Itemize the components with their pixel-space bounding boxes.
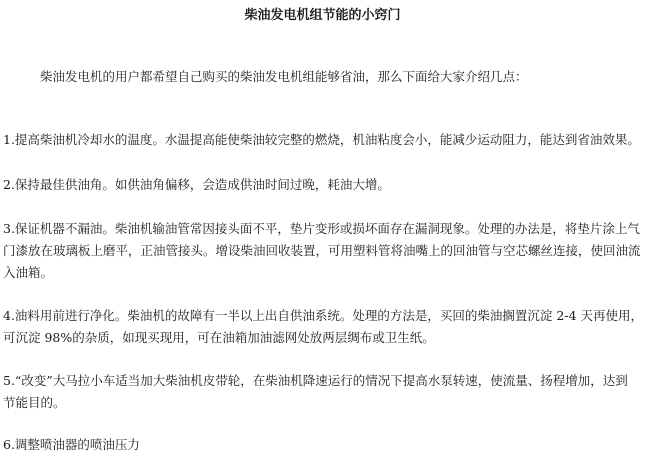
list-item-2-line-1: 2.保持最佳供油角。如供油角偏移，会造成供油时间过晚，耗油大增。: [3, 177, 390, 192]
list-item-2: [3, 174, 390, 196]
list-item-4-line-1: 4.油料用前进行净化。柴油机的故障有一半以上出自供油系统。处理的方法是，买回的柴油搁置沉淀 2-4 天再使用，: [3, 308, 644, 323]
list-item-1: [3, 129, 640, 151]
list-item-3-line-1: 3.保证机器不漏油。柴油机输油管常因接头面不平，垫片变形或损坏面存在漏洞现象。处理的办法是，将垫片涂上气: [3, 221, 640, 236]
list-item-5: [3, 370, 628, 414]
list-item-6: [3, 434, 140, 456]
list-item-1-line-1: 1.提高柴油机冷却水的温度。水温提高能使柴油较完整的燃烧，机油粘度会小，能减少运动阻力，能达到省油效果。: [3, 132, 640, 147]
list-item-5-line-1: 5.“改变”大马拉小车适当加大柴油机皮带轮，在柴油机降速运行的情况下提高水泵转速，使流量、扬程增加，达到: [3, 373, 628, 388]
list-item-6-line-1: 6.调整喷油器的喷油压力: [3, 437, 140, 452]
list-item-5-line-2: 节能目的。: [3, 395, 66, 410]
list-item-4-line-2: 可沉淀 98%的杂质，如现买现用，可在油箱加油滤网处放两层绸布或卫生纸。: [3, 330, 435, 345]
document-title: 柴油发电机组节能的小窍门: [244, 8, 401, 23]
list-item-3-line-3: 入油箱。: [3, 265, 54, 280]
list-item-3: [3, 218, 641, 284]
list-item-4: [3, 305, 643, 349]
intro-paragraph: 柴油发电机的用户都希望自己购买的柴油发电机组能够省油，那么下面给大家介绍几点：: [40, 69, 528, 84]
list-item-3-line-2: 门漆放在玻璃板上磨平，正油管接头。增设柴油回收装置，可用塑料管将油嘴上的回油管与空芯螺丝连接，使回油流: [3, 243, 641, 258]
